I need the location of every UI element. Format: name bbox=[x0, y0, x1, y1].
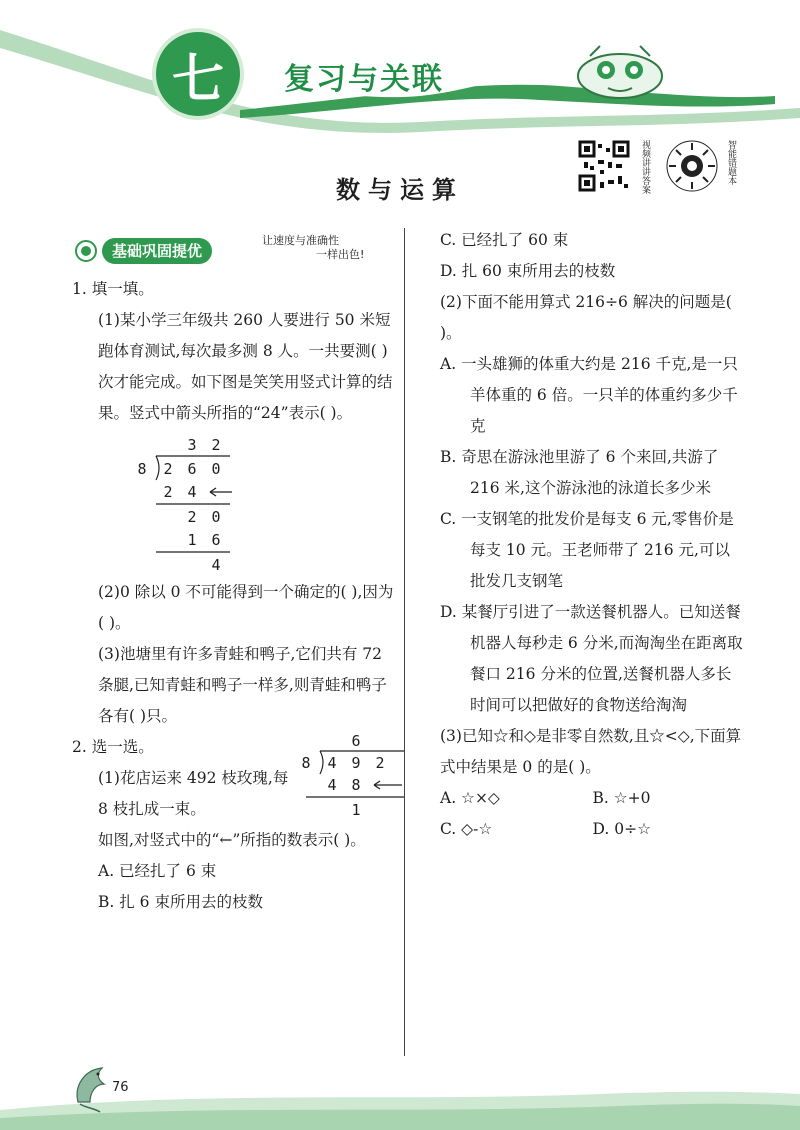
option-2b[interactable]: B. 奇思在游泳池里游了 6 个来回,共游了 216 米,这个游泳池的泳道长多少米 bbox=[440, 448, 719, 497]
banner-title: 基础巩固提优 bbox=[102, 238, 212, 264]
option-1d[interactable]: D. 扎 60 束所用去的枝数 bbox=[440, 262, 616, 280]
banner-note-line1: 让速度与准确性 bbox=[262, 234, 339, 247]
dividend-digit: 9 bbox=[351, 754, 361, 772]
step-digit: 4 bbox=[327, 776, 337, 794]
mini-program-code-icon[interactable] bbox=[666, 140, 718, 192]
option-1c[interactable]: C. 已经扎了 60 束 bbox=[440, 231, 569, 249]
chapter-badge bbox=[152, 28, 244, 120]
qr-left-label: 视频讲讲答案 bbox=[640, 140, 650, 194]
option-3d[interactable]: D. 0÷☆ bbox=[592, 820, 651, 838]
section-title: 数与运算 bbox=[336, 175, 464, 204]
qr-code-icon[interactable] bbox=[578, 140, 630, 192]
right-column bbox=[440, 225, 745, 845]
arrow-left-icon bbox=[206, 485, 234, 499]
question-1-part-3: (3)池塘里有许多青蛙和鸭子,它们共有 72 条腿,已知青蛙和鸭子一样多,则青蛙和鸭子各有( )只。 bbox=[98, 645, 387, 725]
option-1b[interactable]: B. 扎 6 束所用去的枝数 bbox=[98, 893, 263, 911]
chapter-title: 复习与关联 bbox=[284, 62, 444, 97]
question-2-part-2: (2)下面不能用算式 216÷6 解决的问题是( )。 bbox=[440, 293, 732, 342]
options-3-row-1 bbox=[440, 783, 745, 814]
option-3c[interactable]: C. ◇-☆ bbox=[440, 820, 493, 838]
dividend-digit: 6 bbox=[187, 460, 197, 478]
step-digit: 2 bbox=[187, 508, 197, 526]
step-digit: 4 bbox=[187, 483, 197, 501]
long-division-492-by-8 bbox=[300, 729, 410, 829]
quotient-digit: 2 bbox=[211, 436, 221, 454]
target-icon bbox=[74, 239, 98, 263]
option-1a[interactable]: A. 已经扎了 6 束 bbox=[98, 862, 217, 880]
remainder-digit: 1 bbox=[351, 801, 361, 819]
question-1-part-2: (2)0 除以 0 不可能得到一个确定的( ),因为( )。 bbox=[98, 583, 394, 632]
step-digit: 2 bbox=[163, 483, 173, 501]
chapter-number: 七 bbox=[171, 49, 224, 110]
option-3a[interactable]: A. ☆×◇ bbox=[440, 789, 500, 807]
option-2a[interactable]: A. 一头雄狮的体重大约是 216 千克,是一只羊体重的 6 倍。一只羊的体重约多少千克 bbox=[440, 355, 738, 435]
dividend-digit: 2 bbox=[375, 754, 385, 772]
dolphin-icon bbox=[68, 1062, 114, 1116]
step-digit: 0 bbox=[211, 508, 221, 526]
question-2-heading: 2. 选一选。 bbox=[72, 738, 154, 756]
banner-note-line2: 一样出色! bbox=[316, 248, 365, 261]
option-2d[interactable]: D. 某餐厅引进了一款送餐机器人。已知送餐机器人每秒走 6 分米,而淘淘坐在距离取餐口 216 分米的位置,送餐机器人多长时间可以把做好的食物送给淘淘 bbox=[440, 603, 743, 714]
question-1-part-1: (1)某小学三年级共 260 人要进行 50 米短跑体育测试,每次最多测 8 人。一共要测( )次才能完成。如下图是笑笑用竖式计算的结果。竖式中箭头所指的“24”表示( )。 bbox=[98, 311, 393, 422]
left-column bbox=[72, 234, 397, 918]
dividend-digit: 0 bbox=[211, 460, 221, 478]
divisor-digit: 8 bbox=[137, 460, 147, 478]
long-division-260-by-8 bbox=[132, 433, 397, 574]
question-2-part-1-prompt: 如图,对竖式中的“←”所指的数表示( )。 bbox=[98, 831, 366, 849]
robot-mascot-icon bbox=[570, 36, 670, 106]
quotient-digit: 6 bbox=[351, 732, 361, 750]
qr-right-label: 智能错题本 bbox=[726, 140, 736, 185]
column-divider bbox=[404, 228, 405, 1056]
option-2c[interactable]: C. 一支钢笔的批发价是每支 6 元,零售价是每支 10 元。王老师带了 216 元,可以批发几支钢笔 bbox=[440, 510, 734, 590]
dividend-digit: 4 bbox=[327, 754, 337, 772]
options-3-row-2 bbox=[440, 814, 745, 845]
question-2-part-3: (3)已知☆和◇是非零自然数,且☆<◇,下面算式中结果是 0 的是( )。 bbox=[440, 727, 742, 776]
step-digit: 6 bbox=[211, 531, 221, 549]
dividend-digit: 2 bbox=[163, 460, 173, 478]
divisor-digit: 8 bbox=[301, 754, 311, 772]
question-2-part-1-text: (1)花店运来 492 枝玫瑰,每 8 枝扎成一束。 bbox=[98, 769, 289, 818]
step-digit: 1 bbox=[187, 531, 197, 549]
remainder-digit: 4 bbox=[211, 556, 221, 574]
arrow-left-icon bbox=[370, 778, 404, 792]
banner-note bbox=[262, 234, 364, 262]
page-number: 76 bbox=[112, 1080, 129, 1095]
step-digit: 8 bbox=[351, 776, 361, 794]
quotient-digit: 3 bbox=[187, 436, 197, 454]
section-banner bbox=[72, 234, 397, 268]
question-1-heading: 1. 填一填。 bbox=[72, 280, 154, 298]
option-3b[interactable]: B. ☆+0 bbox=[592, 789, 651, 807]
